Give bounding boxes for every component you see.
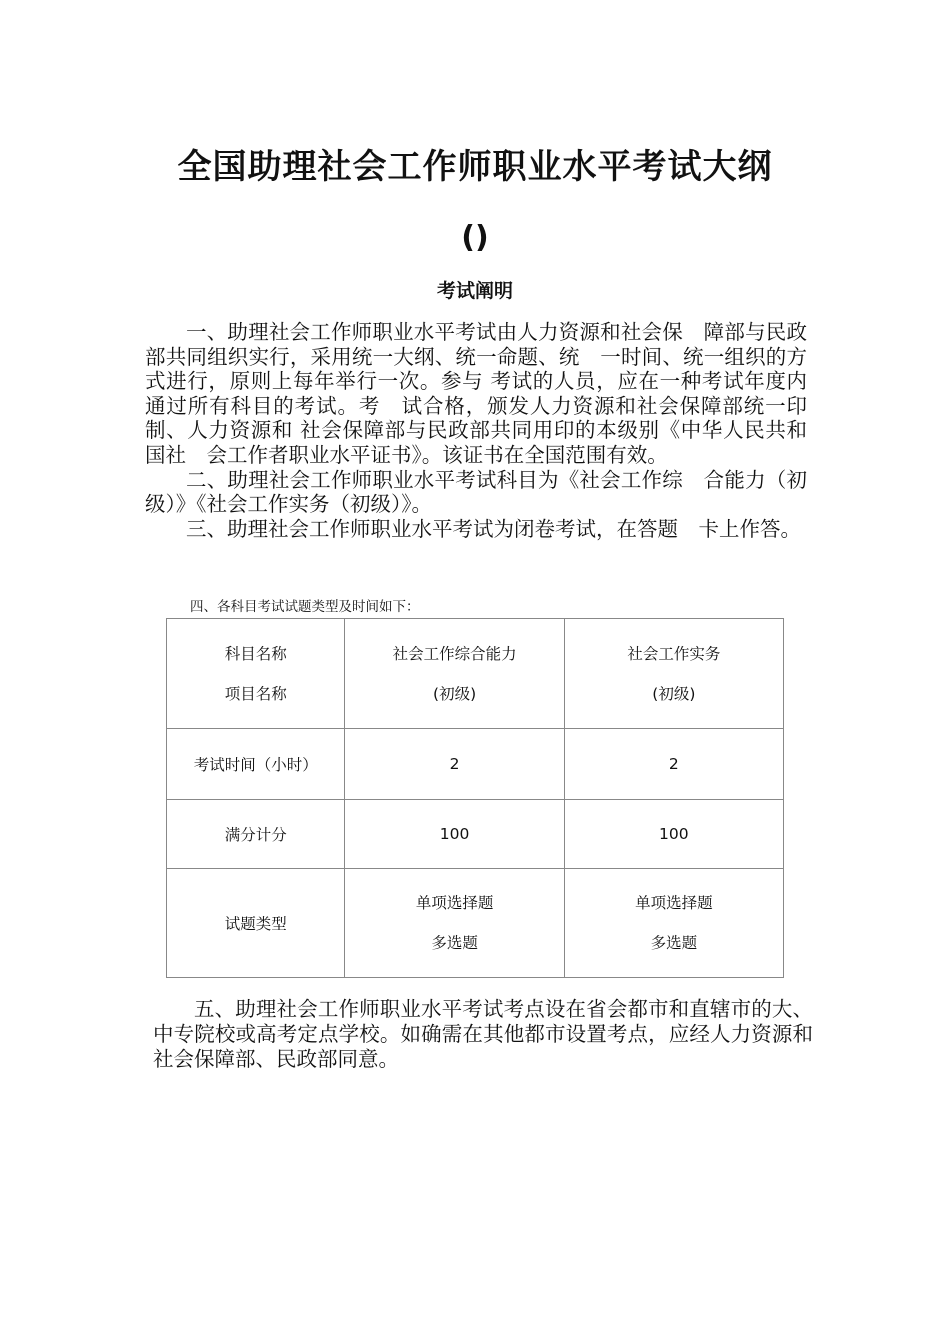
- header-cell-subject-2: [564, 619, 783, 729]
- question-type-single-choice: 单项选择题: [635, 894, 713, 912]
- subject-2-level: (初级): [652, 684, 696, 703]
- subject-1-level: (初级): [433, 684, 477, 703]
- paragraph-2: 二、助理社会工作师职业水平考试科目为《社会工作综 合能力（初级）》《社会工作实务（初级）》。: [145, 467, 807, 517]
- paragraph-1: 一、助理社会工作师职业水平考试由人力资源和社会保 障部与民政部共同组织实行，采用统一大纲、统一命题、统 一时间、统一组织的方式进行，原则上每年举行一次。参与 考试的人员，应在一种考试年度内通过所有科目的考试。考 试合格，颁发人力资源和社会保障部统一印制、人力资源和 社会保障部与民政部共同用印的本级别《中华人民共和国社 会工作者职业水平证书》。该证书在全国范围有效。: [145, 320, 807, 467]
- header-subject-name: 科目名称: [224, 644, 287, 663]
- closing-paragraph: 五、助理社会工作师职业水平考试考点设在省会都市和直辖市的大、中专院校或高考定点学校。如确需在其他都市设置考点，应经人力资源和社会保障部、民政部同意。: [153, 997, 813, 1071]
- body-paragraphs: [145, 320, 807, 541]
- duration-subject-2: 2: [564, 729, 783, 800]
- row-label-duration: 考试时间（小时）: [167, 729, 345, 800]
- question-type-multiple-choice: 多选题: [431, 934, 478, 952]
- header-cell-label: [167, 619, 345, 729]
- question-type-single-choice: 单项选择题: [415, 894, 494, 912]
- question-type-multiple-choice: 多选题: [650, 934, 698, 952]
- score-subject-1: 100: [345, 800, 564, 869]
- paragraph-3: 三、助理社会工作师职业水平考试为闭卷考试，在答题 卡上作答。: [186, 516, 801, 541]
- score-subject-2: 100: [564, 800, 783, 869]
- subject-2-name: 社会工作实务: [627, 644, 721, 663]
- table-note: 四、各科目考试试题类型及时间如下：: [190, 599, 420, 615]
- row-label-full-score: 满分计分: [167, 800, 345, 869]
- question-types-subject-1: [345, 869, 564, 978]
- duration-subject-1: 2: [345, 729, 564, 800]
- subject-1-name: 社会工作综合能力: [392, 644, 517, 663]
- document-subtitle: (): [461, 220, 489, 255]
- table-row: [167, 729, 784, 800]
- closing-block: [153, 997, 813, 1072]
- section-heading: 考试阐明: [436, 280, 513, 302]
- exam-table: [166, 618, 784, 978]
- table-row: [167, 800, 784, 869]
- document-title: 全国助理社会工作师职业水平考试大纲: [177, 147, 773, 187]
- table-header-row: [167, 619, 784, 729]
- header-item-name: 项目名称: [224, 684, 287, 703]
- question-types-subject-2: [564, 869, 783, 978]
- row-label-question-type: 试题类型: [167, 869, 345, 978]
- table-row: [167, 869, 784, 978]
- header-cell-subject-1: [345, 619, 564, 729]
